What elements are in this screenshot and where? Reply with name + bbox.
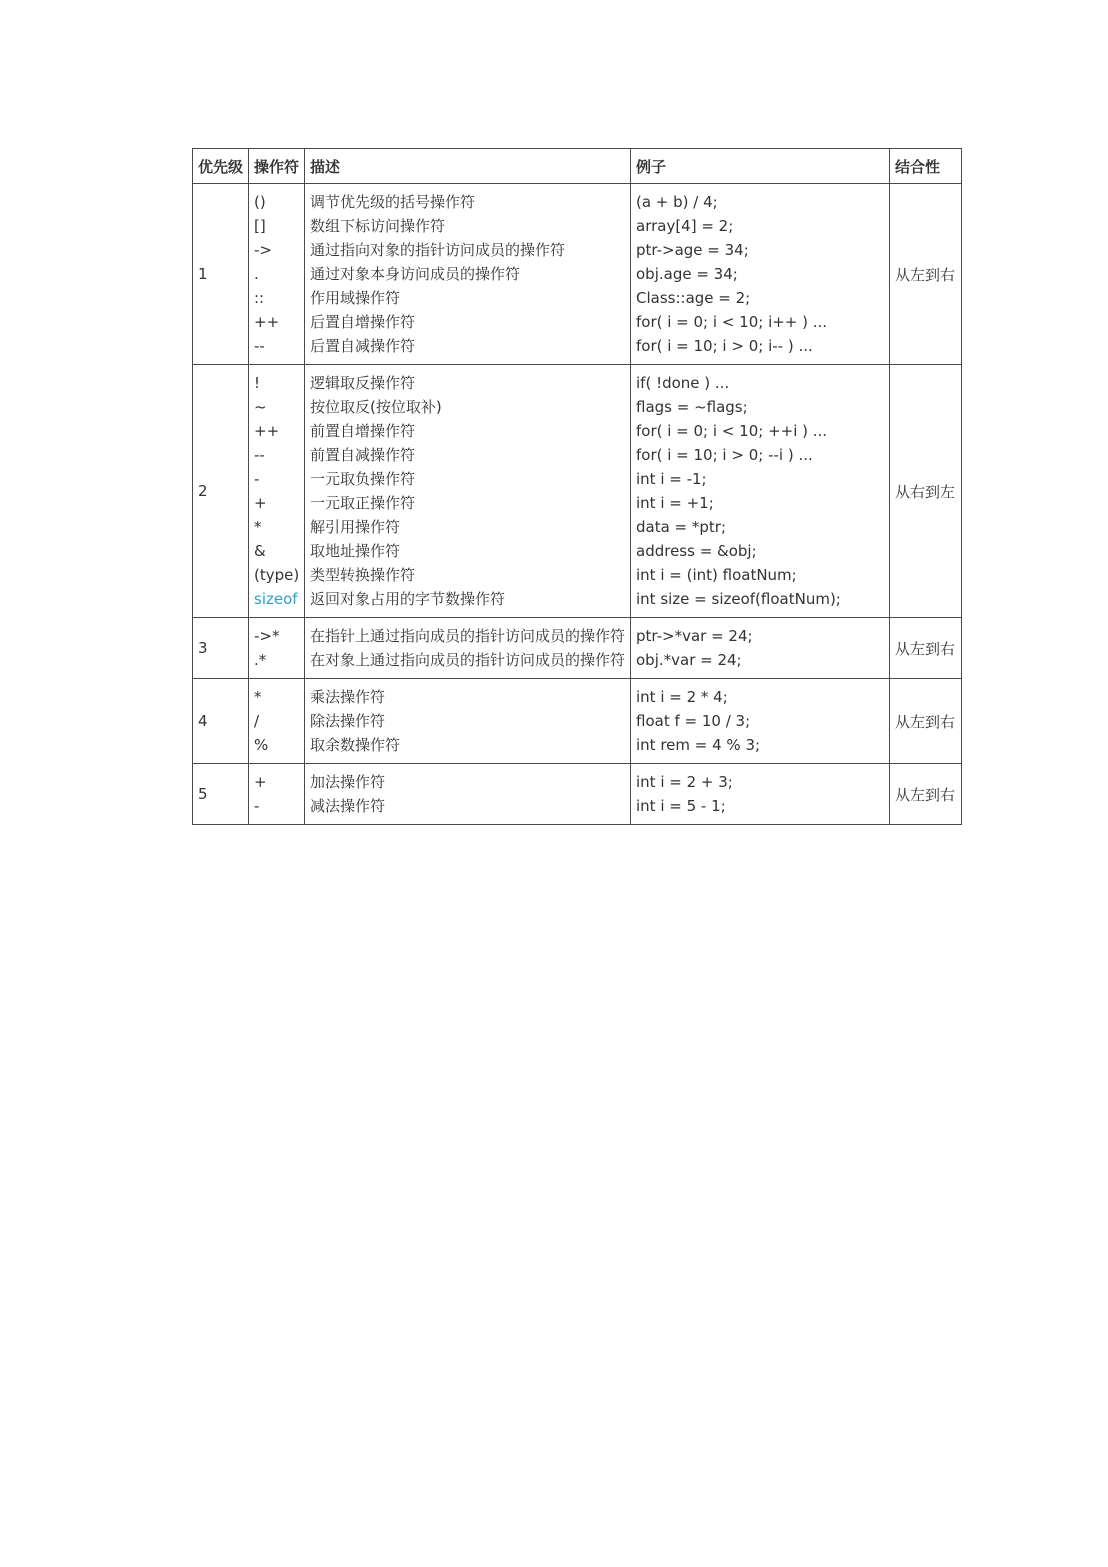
table-body [193,184,962,825]
description-line: 后置自增操作符 [310,313,416,331]
example-line: int rem = 4 % 3; [636,736,761,754]
operator-line: () [254,193,266,211]
description-line: 乘法操作符 [310,688,386,706]
example-line: obj.age = 34; [636,265,738,283]
header-associativity: 结合性 [890,149,962,184]
example-line: for( i = 10; i > 0; --i ) ... [636,446,813,464]
description-line: 前置自减操作符 [310,446,416,464]
priority-cell: 3 [193,618,249,679]
associativity-cell: 从右到左 [890,365,962,618]
operator-line: & [254,542,266,560]
description-line: 通过对象本身访问成员的操作符 [310,265,521,283]
example-line: int i = +1; [636,494,714,512]
example-line: address = &obj; [636,542,757,560]
operator-line: [] [254,217,266,235]
description-line: 通过指向对象的指针访问成员的操作符 [310,241,566,259]
example-line: (a + b) / 4; [636,193,718,211]
operator-line: .* [254,651,267,669]
operator-cell [249,679,305,764]
description-cell [305,679,631,764]
description-line: 按位取反(按位取补) [310,398,442,416]
description-line: 取地址操作符 [310,542,401,560]
operator-line: * [254,518,262,536]
operator-line: ! [254,374,261,392]
example-line: ptr->*var = 24; [636,627,753,645]
table-header-row [193,149,962,184]
example-line: data = *ptr; [636,518,727,536]
example-line: int i = 5 - 1; [636,797,726,815]
operator-line: . [254,265,259,283]
example-line: flags = ~flags; [636,398,748,416]
example-line: int size = sizeof(floatNum); [636,590,841,608]
header-description: 描述 [305,149,631,184]
example-line: for( i = 0; i < 10; ++i ) ... [636,422,828,440]
operator-line: (type) [254,566,300,584]
associativity-cell: 从左到右 [890,184,962,365]
operator-line: - [254,470,260,488]
description-line: 取余数操作符 [310,736,401,754]
operator-line: / [254,712,260,730]
operator-line: -- [254,337,265,355]
description-line: 一元取正操作符 [310,494,416,512]
priority-cell: 5 [193,764,249,825]
example-line: for( i = 0; i < 10; i++ ) ... [636,313,828,331]
operator-line: ++ [254,422,280,440]
operator-line: :: [254,289,265,307]
operator-cell [249,184,305,365]
example-cell [631,618,890,679]
example-line: obj.*var = 24; [636,651,742,669]
example-cell [631,679,890,764]
description-line: 解引用操作符 [310,518,401,536]
operator-line: - [254,797,260,815]
associativity-cell: 从左到右 [890,764,962,825]
description-cell [305,365,631,618]
operator-line: * [254,688,262,706]
description-line: 后置自减操作符 [310,337,416,355]
example-line: if( !done ) ... [636,374,730,392]
description-line: 前置自增操作符 [310,422,416,440]
table-row [193,618,962,679]
operator-line: ->* [254,627,280,645]
example-line: int i = -1; [636,470,707,488]
operator-line: -- [254,446,265,464]
table-row [193,764,962,825]
operator-cell [249,764,305,825]
description-line: 在指针上通过指向成员的指针访问成员的操作符 [310,627,626,645]
example-line: float f = 10 / 3; [636,712,751,730]
example-line: Class::age = 2; [636,289,751,307]
example-cell [631,764,890,825]
header-example: 例子 [631,149,890,184]
operator-line: ++ [254,313,280,331]
description-cell [305,618,631,679]
operator-cell [249,365,305,618]
priority-cell: 1 [193,184,249,365]
example-line: ptr->age = 34; [636,241,749,259]
description-line: 调节优先级的括号操作符 [310,193,476,211]
example-line: int i = (int) floatNum; [636,566,797,584]
priority-cell: 2 [193,365,249,618]
description-line: 减法操作符 [310,797,386,815]
description-line: 数组下标访问操作符 [310,217,446,235]
table-row [193,184,962,365]
description-line: 类型转换操作符 [310,566,416,584]
operator-precedence-table [192,148,962,825]
header-priority: 优先级 [193,149,249,184]
sizeof-link[interactable]: sizeof [254,590,298,608]
example-line: array[4] = 2; [636,217,734,235]
operator-line: ~ [254,398,267,416]
operator-line: + [254,773,267,791]
example-line: for( i = 10; i > 0; i-- ) ... [636,337,813,355]
operator-line: % [254,736,269,754]
description-line: 加法操作符 [310,773,386,791]
associativity-cell: 从左到右 [890,679,962,764]
operator-cell [249,618,305,679]
description-line: 作用域操作符 [310,289,401,307]
description-line: 返回对象占用的字节数操作符 [310,590,506,608]
description-line: 一元取负操作符 [310,470,416,488]
operator-line: -> [254,241,272,259]
description-line: 除法操作符 [310,712,386,730]
header-operator: 操作符 [249,149,305,184]
table-row [193,679,962,764]
description-line: 逻辑取反操作符 [310,374,416,392]
description-line: 在对象上通过指向成员的指针访问成员的操作符 [310,651,626,669]
example-cell [631,184,890,365]
operator-line: + [254,494,267,512]
example-line: int i = 2 * 4; [636,688,728,706]
priority-cell: 4 [193,679,249,764]
example-cell [631,365,890,618]
table-row [193,365,962,618]
description-cell [305,184,631,365]
example-line: int i = 2 + 3; [636,773,733,791]
description-cell [305,764,631,825]
associativity-cell: 从左到右 [890,618,962,679]
